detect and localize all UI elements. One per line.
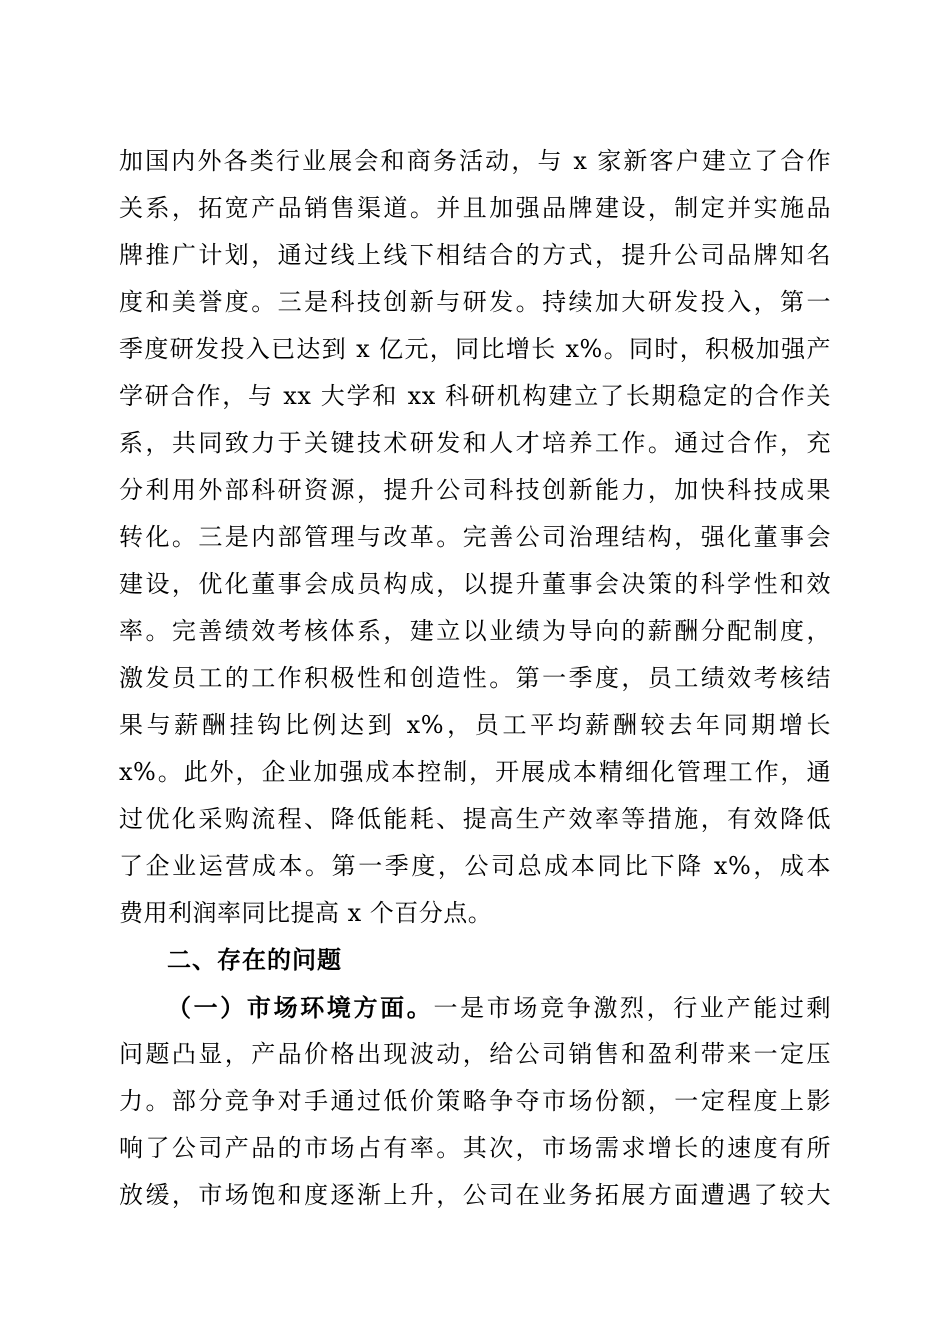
section-heading: 二、存在的问题 (167, 946, 342, 974)
paragraph-1 (119, 138, 831, 937)
text-line: 费用利润率同比提高 x 个百分点。 (119, 899, 493, 927)
body-text (119, 138, 831, 1219)
text-line (119, 984, 831, 1031)
text-line: 响了公司产品的市场占有率。其次，市场需求增长的速度有所 (119, 1134, 831, 1162)
text-line: 学研合作，与 xx 大学和 xx 科研机构建立了长期稳定的合作关 (119, 382, 831, 410)
text-line: 问题凸显，产品价格出现波动，给公司销售和盈利带来一定压 (119, 1040, 831, 1068)
text-line: 系，共同致力于关键技术研发和人才培养工作。通过合作，充 (119, 429, 831, 457)
text-line: 季度研发投入已达到 x 亿元，同比增长 x%。同时，积极加强产 (119, 335, 831, 363)
text-line: 度和美誉度。三是科技创新与研发。持续加大研发投入，第一 (119, 288, 831, 316)
text-line: 建设，优化董事会成员构成，以提升董事会决策的科学性和效 (119, 570, 831, 598)
text-line: 率。完善绩效考核体系，建立以业绩为导向的薪酬分配制度， (119, 617, 831, 645)
text-line: x%。此外，企业加强成本控制，开展成本精细化管理工作，通 (119, 758, 831, 786)
text-line: 分利用外部科研资源，提升公司科技创新能力，加快科技成果 (119, 476, 831, 504)
text-line: 牌推广计划，通过线上线下相结合的方式，提升公司品牌知名 (119, 241, 831, 269)
text-line: 放缓，市场饱和度逐渐上升，公司在业务拓展方面遭遇了较大 (119, 1181, 831, 1209)
text-line: 过优化采购流程、降低能耗、提高生产效率等措施，有效降低 (119, 805, 831, 833)
paragraph-lead-rest: 一是市场竞争激烈，行业产能过剩 (433, 994, 832, 1022)
text-line: 关系，拓宽产品销售渠道。并且加强品牌建设，制定并实施品 (119, 194, 831, 222)
text-line: 了企业运营成本。第一季度，公司总成本同比下降 x%，成本 (119, 852, 831, 880)
paragraph-lead: （一）市场环境方面。 (167, 993, 434, 1022)
text-line: 力。部分竞争对手通过低价策略争夺市场份额，一定程度上影 (119, 1087, 831, 1115)
text-line: 转化。三是内部管理与改革。完善公司治理结构，强化董事会 (119, 523, 831, 551)
text-line: 果与薪酬挂钩比例达到 x%，员工平均薪酬较去年同期增长 (119, 711, 831, 739)
text-line: 激发员工的工作积极性和创造性。第一季度，员工绩效考核结 (119, 664, 831, 692)
paragraph-2 (119, 984, 831, 1219)
text-line: 加国内外各类行业展会和商务活动，与 x 家新客户建立了合作 (119, 147, 831, 175)
